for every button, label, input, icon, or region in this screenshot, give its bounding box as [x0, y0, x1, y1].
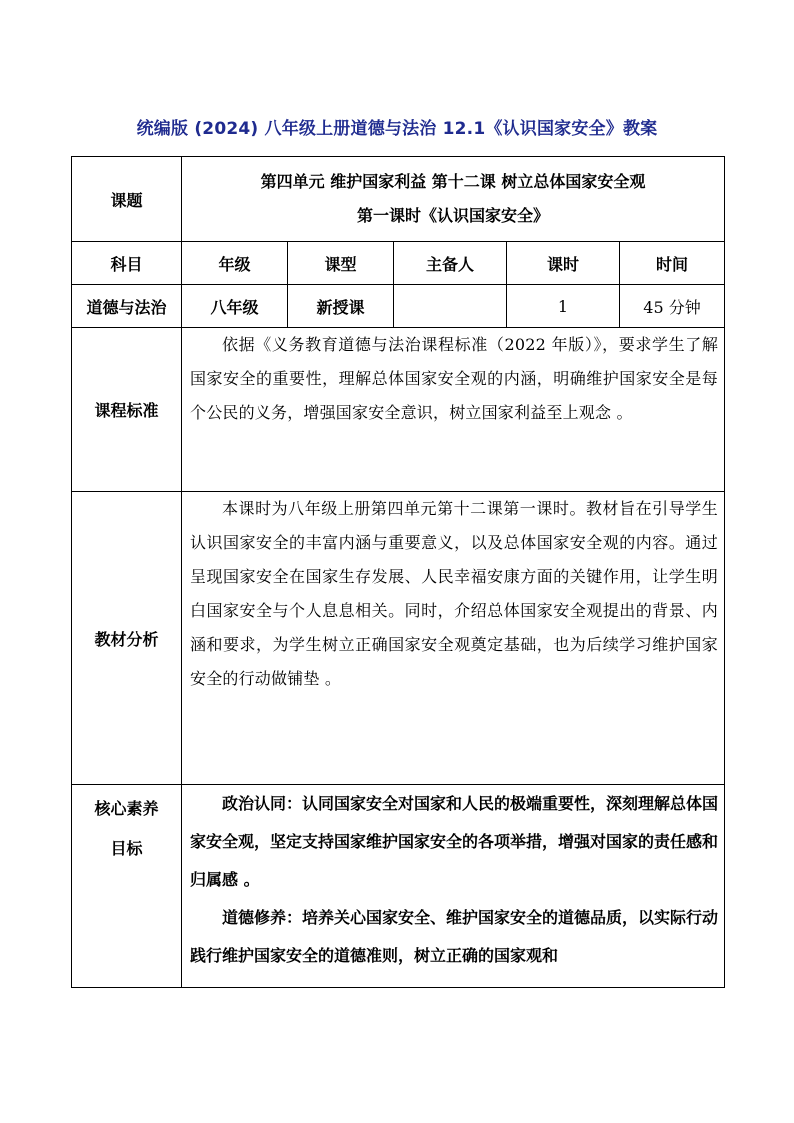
- core-cell: [182, 785, 725, 988]
- value-preparer: [394, 285, 507, 328]
- topic-line-2: 第一课时《认识国家安全》: [357, 206, 550, 225]
- header-grade: 年级: [182, 242, 288, 285]
- core-political-text: 政治认同：认同国家安全对国家和人民的极端重要性，深刻理解总体国家安全观，坚定支持国家维护国家安全的各项举措，增强对国家的责任感和归属感 。: [190, 794, 719, 889]
- header-preparer: 主备人: [394, 242, 507, 285]
- standard-label: 课程标准: [72, 328, 182, 492]
- header-lesson-type: 课型: [288, 242, 394, 285]
- core-row: [72, 785, 725, 988]
- lesson-plan-table: [71, 156, 725, 988]
- analysis-cell: [182, 492, 725, 785]
- header-periods: 课时: [507, 242, 620, 285]
- analysis-row: [72, 492, 725, 785]
- value-time: 45 分钟: [620, 285, 725, 328]
- header-time: 时间: [620, 242, 725, 285]
- topic-line-1: 第四单元 维护国家利益 第十二课 树立总体国家安全观: [260, 172, 646, 191]
- value-row: [72, 285, 725, 328]
- core-label-line-1: 核心素养: [94, 799, 159, 818]
- header-subject: 科目: [72, 242, 182, 285]
- value-grade: 八年级: [182, 285, 288, 328]
- value-periods: 1: [507, 285, 620, 328]
- document-title: 统编版 (2024) 八年级上册道德与法治 12.1《认识国家安全》教案: [136, 119, 658, 139]
- core-label-line-2: 目标: [110, 839, 143, 858]
- topic-row: [72, 157, 725, 242]
- standard-row: [72, 328, 725, 492]
- core-moral-text: 道德修养：培养关心国家安全、维护国家安全的道德品质，以实际行动践行维护国家安全的道德准则，树立正确的国家观和: [190, 908, 719, 965]
- standard-cell: [182, 328, 725, 492]
- header-row: [72, 242, 725, 285]
- core-label-cell: [72, 785, 182, 988]
- value-subject: 道德与法治: [72, 285, 182, 328]
- standard-text: 依据《义务教育道德与法治课程标准（2022 年版）》，要求学生了解国家安全的重要性，理解总体国家安全观的内涵，明确维护国家安全是每个公民的义务，增强国家安全意识，树立国家利益至上观念 。: [190, 335, 719, 422]
- analysis-label: 教材分析: [72, 492, 182, 785]
- analysis-text: 本课时为八年级上册第四单元第十二课第一课时。教材旨在引导学生认识国家安全的丰富内涵与重要意义，以及总体国家安全观的内容。通过呈现国家安全在国家生存发展、人民幸福安康方面的关键作用，让学生明白国家安全与个人息息相关。同时，介绍总体国家安全观提出的背景、内涵和要求，为学生树立正确国家安全观奠定基础，也为后续学习维护国家安全的行动做铺垫 。: [190, 499, 719, 688]
- topic-label: 课题: [72, 157, 182, 242]
- value-lesson-type: 新授课: [288, 285, 394, 328]
- topic-cell: [182, 157, 725, 242]
